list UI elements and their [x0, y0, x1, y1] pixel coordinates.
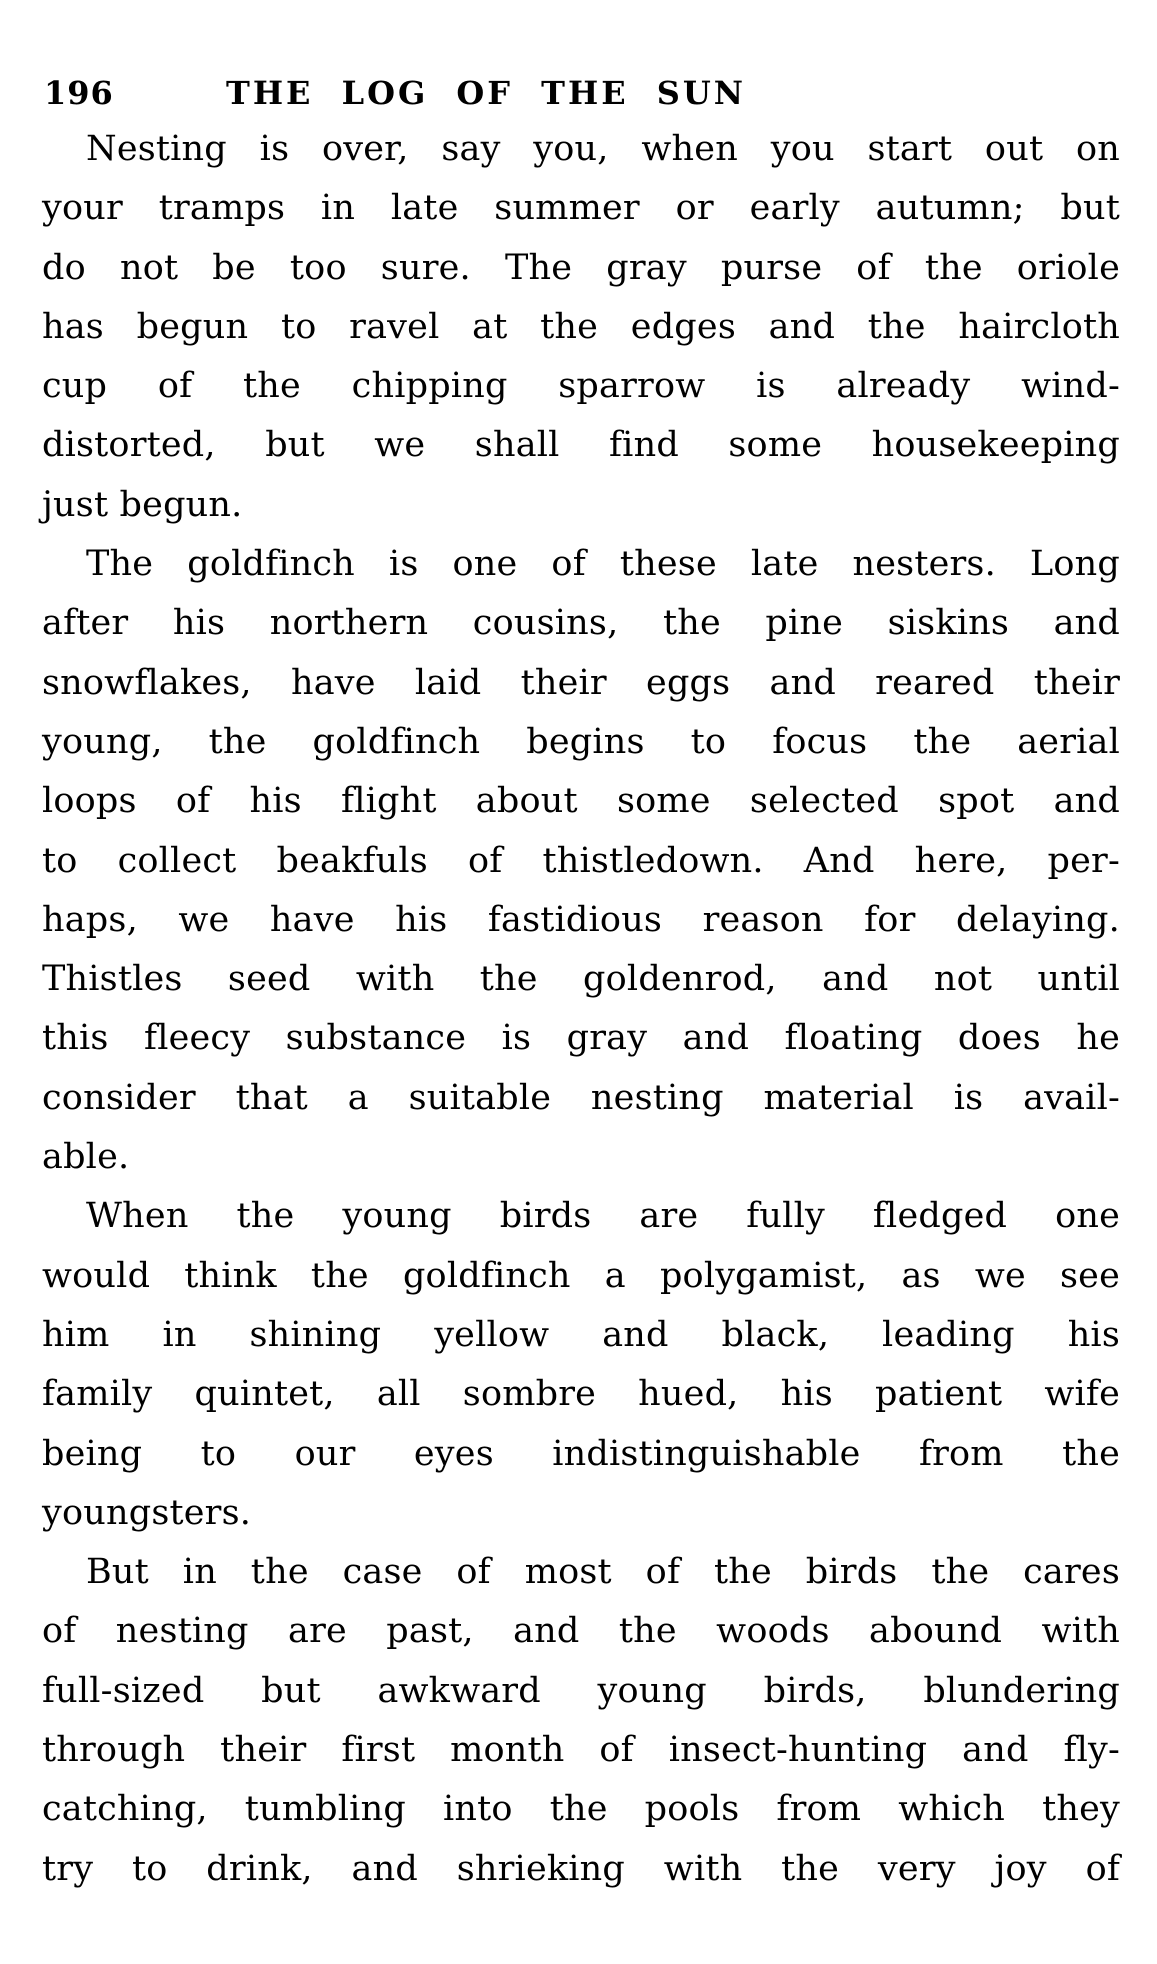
- page-body: [42, 120, 1120, 1899]
- text-line: just begun.: [42, 484, 243, 525]
- text-line: consider that a suitable nesting material is avail-: [42, 1077, 1120, 1118]
- text-line: catching, tumbling into the pools from which they: [42, 1789, 1120, 1830]
- text-line: Nesting is over, say you, when you start out on: [86, 129, 1120, 169]
- text-line: after his northern cousins, the pine siskins and: [42, 603, 1120, 644]
- text-line: youngsters.: [42, 1492, 252, 1533]
- text-line: haps, we have his fastidious reason for delaying.: [42, 899, 1120, 940]
- text-line: Thistles seed with the goldenrod, and not until: [42, 959, 1120, 1000]
- running-head: [0, 72, 1157, 116]
- text-line: When the young birds are fully fledged one: [86, 1196, 1120, 1237]
- text-line: being to our eyes indistinguishable from the: [42, 1433, 1120, 1474]
- text-line: would think the goldfinch a polygamist, as we see: [42, 1255, 1120, 1296]
- text-line: him in shining yellow and black, leading his: [42, 1314, 1120, 1355]
- text-line: full-sized but awkward young birds, blundering: [42, 1670, 1120, 1711]
- text-line: try to drink, and shrieking with the very joy of: [42, 1848, 1120, 1889]
- text-line: distorted, but we shall find some housekeeping: [42, 425, 1120, 466]
- text-line: young, the goldfinch begins to focus the aerial: [42, 721, 1120, 762]
- text-line: family quintet, all sombre hued, his patient wife: [42, 1374, 1120, 1415]
- text-line: do not be too sure. The gray purse of the oriole: [42, 247, 1120, 288]
- text-line: cup of the chipping sparrow is already wind-: [42, 366, 1120, 407]
- text-line: of nesting are past, and the woods abound with: [42, 1611, 1120, 1652]
- text-line: able.: [42, 1137, 130, 1178]
- text-line: has begun to ravel at the edges and the haircloth: [42, 306, 1120, 347]
- text-line: through their first month of insect-hunting and fly-: [42, 1730, 1120, 1771]
- text-line: loops of his flight about some selected spot and: [42, 781, 1120, 822]
- page-number: 196: [44, 74, 114, 112]
- text-line: your tramps in late summer or early autumn; but: [42, 188, 1120, 229]
- text-line: But in the case of most of the birds the cares: [86, 1552, 1120, 1593]
- text-line: this fleecy substance is gray and floating does he: [42, 1018, 1120, 1059]
- text-line: snowflakes, have laid their eggs and reared their: [42, 662, 1120, 703]
- text-line: to collect beakfuls of thistledown. And here, per-: [42, 840, 1120, 881]
- text-line: The goldfinch is one of these late nesters. Long: [86, 544, 1120, 585]
- running-title: THE LOG OF THE SUN: [226, 74, 746, 112]
